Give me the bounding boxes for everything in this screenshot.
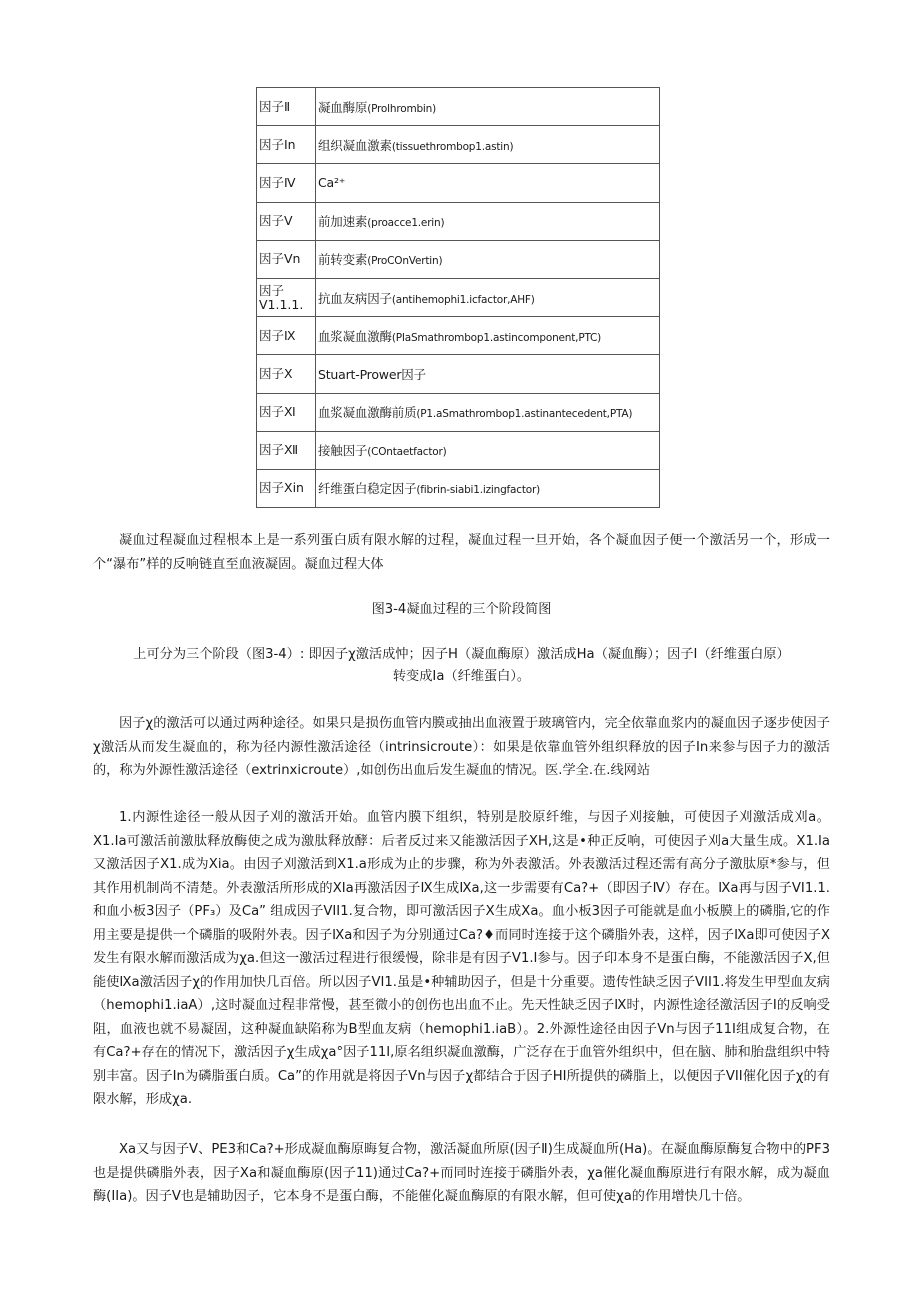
factor-name-en: (PIaSmathrombop1.astincomponent,PTC) (391, 331, 602, 344)
figure-caption (93, 598, 830, 622)
paragraph-text: 凝血过程凝血过程根本上是一系列蛋白质有限水解的过程，凝血过程一旦开始，各个凝血因子便一个激活另一个，形成一个“瀑布”样的反响链直至血液凝固。凝血过程大体 (93, 533, 830, 572)
factor-name-en: (fibrin-siabi1.izingfactor) (416, 484, 541, 497)
paragraph-activation-routes (93, 712, 830, 783)
factor-id-cell: 因子V1.1.1. (257, 278, 316, 316)
paragraph-prothrombinase (93, 1138, 830, 1209)
factor-row (257, 240, 660, 278)
factor-name-zh: 前加速素 (318, 214, 368, 230)
paragraph-text-line2: 转变成Ia（纤维蛋白）。 (392, 669, 531, 684)
factor-id-cell: 因子Ⅱ (257, 88, 316, 126)
factor-name-cell (316, 393, 660, 431)
factor-name-cell (316, 317, 660, 355)
factor-name-zh: Stuart-Prower因子 (318, 366, 426, 382)
factor-id-cell: 因子Xin (257, 469, 316, 507)
factor-name-cell (316, 355, 660, 393)
factor-name-zh: 组织凝血激素 (318, 137, 392, 153)
figure-caption-text: 图3-4凝血过程的三个阶段简图 (371, 602, 552, 617)
paragraph-text: Xa又与因子V、PE3和Ca?+形成凝血酶原晦复合物，激活凝血所原(因子Ⅱ)生成凝血所(Ha)。在凝血酶原酶复合物中的PF3也是提供磷脂外表，因子Xa和凝血酶原(因子11)通过Ca?+而同时连接于磷脂外表，χa催化凝血酶原进行有限水解，成为凝血酶(IIa)。因子V也是辅助因子，它本身不是蛋白酶，不能催化凝血酶原的有限水解，但可使χa的作用增快几十倍。 (93, 1142, 830, 1204)
factor-name-cell (316, 126, 660, 164)
factor-row (257, 317, 660, 355)
factor-id-cell: 因子In (257, 126, 316, 164)
factor-id-cell: 因子V (257, 202, 316, 240)
factor-name-cell (316, 202, 660, 240)
factor-row (257, 393, 660, 431)
factor-row (257, 126, 660, 164)
factor-row (257, 278, 660, 316)
factor-id-cell: 因子Ⅳ (257, 164, 316, 202)
factor-name-en: (antihemophi1.icfactor,AHF) (391, 293, 535, 306)
paragraph-overview (93, 529, 830, 576)
factor-name-en: (tissuethrombop1.astin) (391, 140, 514, 153)
factor-name-cell (316, 240, 660, 278)
factor-id-cell: 因子Ⅻ (257, 431, 316, 469)
paragraph-text: 1.内源性途径一般从因子刈的激活开始。血管内膜下组织，特别是胶原纤维，与因子刈接触，可使因子刈激活成刈a。X1.Ia可激活前激肽释放酶使之成为激肽释放酵：后者反过来又能激活因子XH,这是•种正反响，可使因子刈a大量生成。X1.Ia又激活因子X1.成为Xia。由因子刈激活到X1.a形成为止的步骤，称为外表激活。外表激活过程还需有高分子激肽原*参与，但其作用机制尚不清楚。外表激活所形成的XIa再激活因子Ⅸ生成Ⅸa,这一步需要有Ca?+（即因子Ⅳ）存在。Ⅸa再与因子VI1.1.和血小板3因子（PF₃）及Ca” 组成因子VII1.复合物，即可激活因子X生成Xa。血小板3因子可能就是血小板膜上的磷脂,它的作用主要是提供一个磷脂的吸附外表。因子Ⅸa和因子为分别通过Ca?♦而同时连接于这个磷脂外表，这样，因子Ⅸa即可使因子X发生有限水解而激活成为χa.但这一激活过程进行很缓慢，除非是有因子V1.I参与。因子印本身不是蛋白酶，不能激活因子X,但能使Ⅸa激活因子χ的作用加快几百倍。所以因子VI1.虽是•种辅助因子，但是十分重要。遗传性缺乏因子VII1.将发生甲型血友病（hemophi1.iaA）,这时凝血过程非常慢，甚至微小的创伤也出血不止。先天性缺乏因子Ⅸ时，内源性途径激活因子I的反响受阻，血液也就不易凝固，这种凝血缺陷称为B型血友病（hemophi1.iaB）。2.外源性途径由因子Vn与因子11I组成复合物，在有Ca?+存在的情况下，激活因子χ生成χa°因子11I,原名组织凝血激酶，广泛存在于血管外组织中，但在脑、肺和胎盘组织中特别丰富。因子In为磷脂蛋白质。Ca”的作用就是将因子Vn与因子χ都结合于因子HI所提供的磷脂上，以便因子VII催化因子χ的有限水解，形成χa. (93, 810, 830, 1107)
paragraph-text-line1: 上可分为三个阶段（图3-4）: 即因子χ激活成忡；因子H（凝血酶原）激活成Ha（凝血酶）；因子I（纤维蛋白原） (133, 647, 790, 662)
factor-name-zh: 纤维蛋白稳定因子 (318, 481, 417, 497)
factor-name-en: (Prolhrombin) (367, 102, 437, 115)
factor-name-zh: 抗血友病因子 (318, 290, 392, 306)
factor-row (257, 164, 660, 202)
factor-name-en: (COntaetfactor) (367, 446, 447, 459)
factor-name-cell (316, 164, 660, 202)
factor-name-en: (ProCOnVertin) (367, 255, 443, 268)
factor-row (257, 355, 660, 393)
factor-name-zh: 前转变素 (318, 252, 368, 268)
paragraph-intrinsic-extrinsic (93, 806, 830, 1112)
factor-name-zh: 接触因子 (318, 443, 368, 459)
factor-name-zh: 血浆凝血激酶 (318, 328, 392, 344)
factor-row (257, 431, 660, 469)
factor-id-cell: 因子Ⅺ (257, 393, 316, 431)
factor-name-zh: 血浆凝血激酶前质 (318, 405, 417, 421)
factor-name-cell (316, 469, 660, 507)
paragraph-stages (93, 644, 830, 688)
factor-id-cell: 因子X (257, 355, 316, 393)
factor-table-body (257, 88, 660, 508)
factor-name-en: (proacce1.erin) (367, 217, 445, 230)
factor-name-en: (P1.aSmathrombop1.astinantecedent,PTA) (416, 408, 633, 421)
paragraph-text: 因子χ的激活可以通过两种途径。如果只是损伤血管内膜或抽出血液置于玻璃管内，完全依靠血浆内的凝血因子逐步使因子χ激活从而发生凝血的，称为径内源性激活途径（intrinsicroute）：如果是依靠血管外组织释放的因子In来参与因子力的激活的，称为外源性激活途径（extrinxicroute）,如创伤出血后发生凝血的情况。医.学全.在.线网站 (93, 716, 830, 778)
factor-row (257, 202, 660, 240)
clotting-factor-table (256, 87, 660, 508)
factor-name-cell (316, 278, 660, 316)
factor-name-zh: Ca²⁺ (318, 175, 346, 191)
factor-id-cell: 因子Vn (257, 240, 316, 278)
factor-name-cell (316, 88, 660, 126)
factor-row (257, 88, 660, 126)
factor-name-zh: 凝血酶原 (318, 99, 368, 115)
factor-id-cell: 因子Ⅸ (257, 317, 316, 355)
factor-name-cell (316, 431, 660, 469)
factor-row (257, 469, 660, 507)
